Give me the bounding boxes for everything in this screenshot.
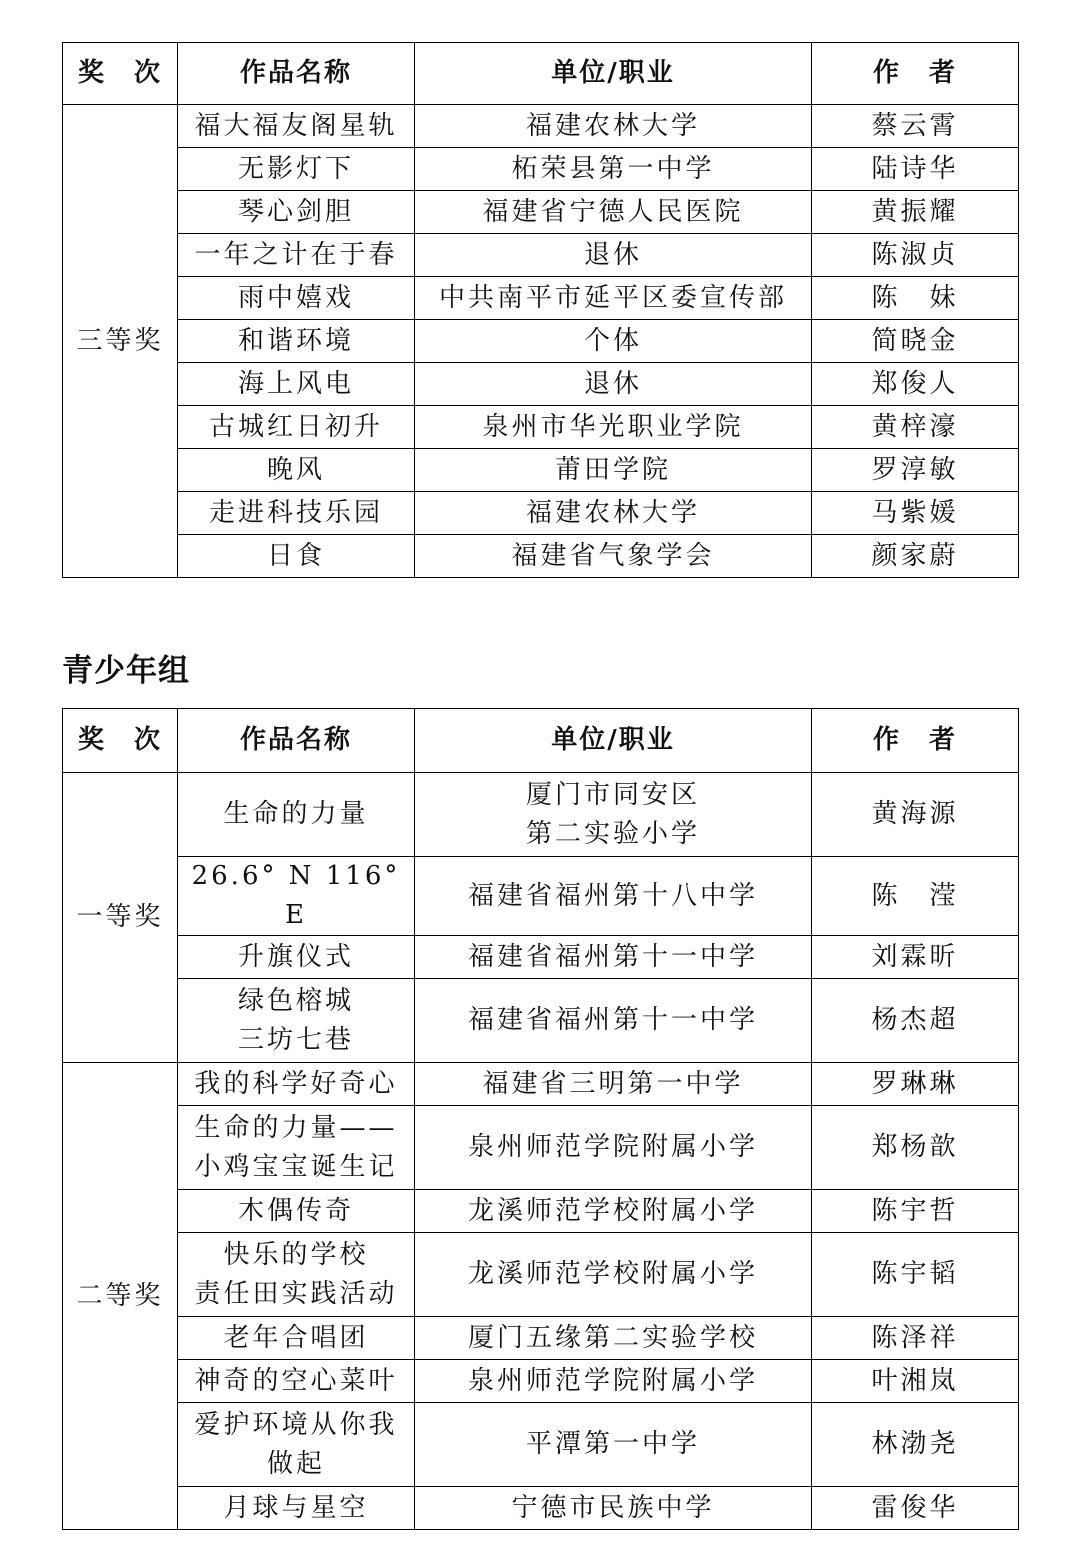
work-title-line: 日食 (266, 540, 325, 571)
work-title-line: 爱护环境从你我 (194, 1409, 398, 1440)
unit-line: 退休 (583, 368, 642, 399)
unit-line: 柘荣县第一中学 (511, 153, 715, 184)
header-title: 作品名称 (178, 43, 415, 105)
section-title-youth: 青少年组 (62, 653, 190, 689)
prize-level-cell: 一等奖 (63, 773, 178, 1063)
work-title-cell (178, 535, 415, 578)
work-title-cell (178, 857, 415, 936)
unit-line: 退休 (583, 239, 642, 270)
table-row (63, 535, 1019, 578)
unit-line: 中共南平市延平区委宣传部 (438, 282, 787, 313)
work-title-line: 快乐的学校 (223, 1239, 369, 1270)
table-row (63, 191, 1019, 234)
table-row (63, 1317, 1019, 1360)
work-title-cell (178, 449, 415, 492)
unit-line: 福建农林大学 (525, 497, 700, 528)
unit-cell (415, 1317, 812, 1360)
author-cell: 颜家蔚 (812, 535, 1019, 578)
work-title-line: 绿色榕城 (237, 985, 354, 1016)
unit-line: 泉州师范学院附属小学 (467, 1132, 758, 1162)
header-unit: 单位/职业 (415, 43, 812, 105)
work-title-line: 琴心剑胆 (237, 196, 354, 227)
author-cell: 陈淑贞 (812, 234, 1019, 277)
unit-cell (415, 1063, 812, 1106)
table-row (63, 1403, 1019, 1487)
work-title-cell (178, 936, 415, 979)
unit-line: 泉州师范学院附属小学 (467, 1365, 758, 1396)
unit-line: 第二实验小学 (525, 818, 700, 849)
table-row (63, 277, 1019, 320)
author-cell: 陈 滢 (812, 857, 1019, 936)
work-title-cell (178, 773, 415, 857)
work-title-cell (178, 1106, 415, 1190)
unit-cell (415, 191, 812, 234)
author-cell: 林渤尧 (812, 1403, 1019, 1487)
unit-line: 龙溪师范学校附属小学 (467, 1195, 758, 1226)
author-cell: 马紫媛 (812, 492, 1019, 535)
unit-line: 平潭第一中学 (525, 1429, 700, 1459)
work-title-line: 升旗仪式 (237, 941, 354, 972)
work-title-line: 无影灯下 (237, 153, 354, 184)
work-title-cell (178, 979, 415, 1063)
work-title-line: 26.6° N 116° E (191, 861, 401, 930)
work-title-line: 古城红日初升 (208, 411, 383, 442)
author-cell: 雷俊华 (812, 1487, 1019, 1530)
unit-cell (415, 449, 812, 492)
work-title-line: 福大福友阁星轨 (194, 110, 398, 141)
table-row (63, 492, 1019, 535)
table-header-row (63, 709, 1019, 773)
unit-cell (415, 320, 812, 363)
work-title-cell (178, 320, 415, 363)
unit-line: 厦门五缘第二实验学校 (467, 1322, 758, 1353)
unit-cell (415, 277, 812, 320)
work-title-line: 雨中嬉戏 (237, 282, 354, 313)
work-title-line: 责任田实践活动 (194, 1278, 398, 1309)
unit-cell (415, 1233, 812, 1317)
table-row (63, 234, 1019, 277)
author-cell: 刘霖昕 (812, 936, 1019, 979)
unit-line: 福建省气象学会 (511, 540, 715, 571)
table-row (63, 1233, 1019, 1317)
author-cell: 黄梓濠 (812, 406, 1019, 449)
unit-cell (415, 105, 812, 148)
work-title-cell (178, 234, 415, 277)
author-cell: 郑杨歆 (812, 1106, 1019, 1190)
table-row (63, 979, 1019, 1063)
table-row (63, 148, 1019, 191)
author-cell: 黄振耀 (812, 191, 1019, 234)
award-table-youth (62, 708, 1019, 1530)
table-row (63, 363, 1019, 406)
work-title-line: 三坊七巷 (237, 1024, 354, 1055)
author-cell: 陈 妹 (812, 277, 1019, 320)
work-title-cell (178, 1360, 415, 1403)
unit-cell (415, 773, 812, 857)
work-title-cell (178, 363, 415, 406)
author-cell: 蔡云霄 (812, 105, 1019, 148)
unit-line: 福建省福州第十一中学 (467, 1005, 758, 1035)
unit-line: 厦门市同安区 (525, 779, 700, 810)
work-title-cell (178, 277, 415, 320)
unit-cell (415, 1190, 812, 1233)
work-title-line: 海上风电 (237, 368, 354, 399)
table-row (63, 936, 1019, 979)
author-cell: 简晓金 (812, 320, 1019, 363)
work-title-cell (178, 1233, 415, 1317)
header-author: 作 者 (812, 709, 1019, 773)
work-title-cell (178, 148, 415, 191)
unit-cell (415, 535, 812, 578)
work-title-line: 小鸡宝宝诞生记 (194, 1151, 398, 1182)
table-row (63, 320, 1019, 363)
author-cell: 杨杰超 (812, 979, 1019, 1063)
unit-line: 福建省三明第一中学 (482, 1068, 744, 1099)
header-unit: 单位/职业 (415, 709, 812, 773)
table-row (63, 1106, 1019, 1190)
work-title-cell (178, 1063, 415, 1106)
author-cell: 陆诗华 (812, 148, 1019, 191)
work-title-line: 木偶传奇 (237, 1195, 354, 1226)
award-table-adult-third-prize (62, 42, 1019, 578)
table-row (63, 857, 1019, 936)
prize-level-cell: 二等奖 (63, 1063, 178, 1530)
header-author: 作 者 (812, 43, 1019, 105)
unit-cell (415, 979, 812, 1063)
prize-level-cell: 三等奖 (63, 105, 178, 578)
table-row (63, 406, 1019, 449)
work-title-line: 晚风 (266, 454, 325, 485)
table-row (63, 1063, 1019, 1106)
work-title-line: 神奇的空心菜叶 (194, 1365, 398, 1396)
unit-cell (415, 492, 812, 535)
unit-line: 泉州市华光职业学院 (482, 411, 744, 442)
work-title-line: 做起 (266, 1448, 325, 1479)
work-title-cell (178, 1487, 415, 1530)
author-cell: 陈泽祥 (812, 1317, 1019, 1360)
work-title-line: 月球与星空 (223, 1492, 369, 1523)
author-cell: 罗琳琳 (812, 1063, 1019, 1106)
table-row (63, 449, 1019, 492)
table-row (63, 1487, 1019, 1530)
unit-cell (415, 1360, 812, 1403)
author-cell: 罗淳敏 (812, 449, 1019, 492)
work-title-cell (178, 191, 415, 234)
author-cell: 黄海源 (812, 773, 1019, 857)
unit-line: 龙溪师范学校附属小学 (467, 1259, 758, 1289)
work-title-line: 我的科学好奇心 (194, 1068, 398, 1099)
work-title-line: 生命的力量—— (194, 1112, 398, 1143)
unit-cell (415, 406, 812, 449)
unit-line: 福建省宁德人民医院 (482, 196, 744, 227)
unit-cell (415, 1403, 812, 1487)
header-prize: 奖 次 (63, 43, 178, 105)
unit-cell (415, 148, 812, 191)
header-prize: 奖 次 (63, 709, 178, 773)
work-title-cell (178, 406, 415, 449)
author-cell: 陈宇韬 (812, 1233, 1019, 1317)
unit-cell (415, 234, 812, 277)
table-row (63, 1360, 1019, 1403)
author-cell: 陈宇哲 (812, 1190, 1019, 1233)
work-title-cell (178, 1317, 415, 1360)
table-row (63, 773, 1019, 857)
work-title-line: 一年之计在于春 (194, 239, 398, 270)
work-title-cell (178, 492, 415, 535)
table-row (63, 105, 1019, 148)
unit-cell (415, 936, 812, 979)
work-title-cell (178, 105, 415, 148)
table-row (63, 1190, 1019, 1233)
unit-cell (415, 1106, 812, 1190)
unit-cell (415, 363, 812, 406)
work-title-line: 老年合唱团 (223, 1322, 369, 1353)
work-title-line: 和谐环境 (237, 325, 354, 356)
author-cell: 郑俊人 (812, 363, 1019, 406)
unit-line: 个体 (583, 325, 642, 356)
work-title-line: 走进科技乐园 (208, 497, 383, 528)
unit-cell (415, 857, 812, 936)
table-header-row (63, 43, 1019, 105)
unit-cell (415, 1487, 812, 1530)
author-cell: 叶湘岚 (812, 1360, 1019, 1403)
unit-line: 福建省福州第十八中学 (467, 880, 758, 911)
work-title-line: 生命的力量 (223, 799, 369, 829)
unit-line: 宁德市民族中学 (511, 1492, 715, 1523)
work-title-cell (178, 1403, 415, 1487)
unit-line: 莆田学院 (554, 454, 671, 485)
header-title: 作品名称 (178, 709, 415, 773)
unit-line: 福建省福州第十一中学 (467, 941, 758, 972)
work-title-cell (178, 1190, 415, 1233)
unit-line: 福建农林大学 (525, 110, 700, 141)
